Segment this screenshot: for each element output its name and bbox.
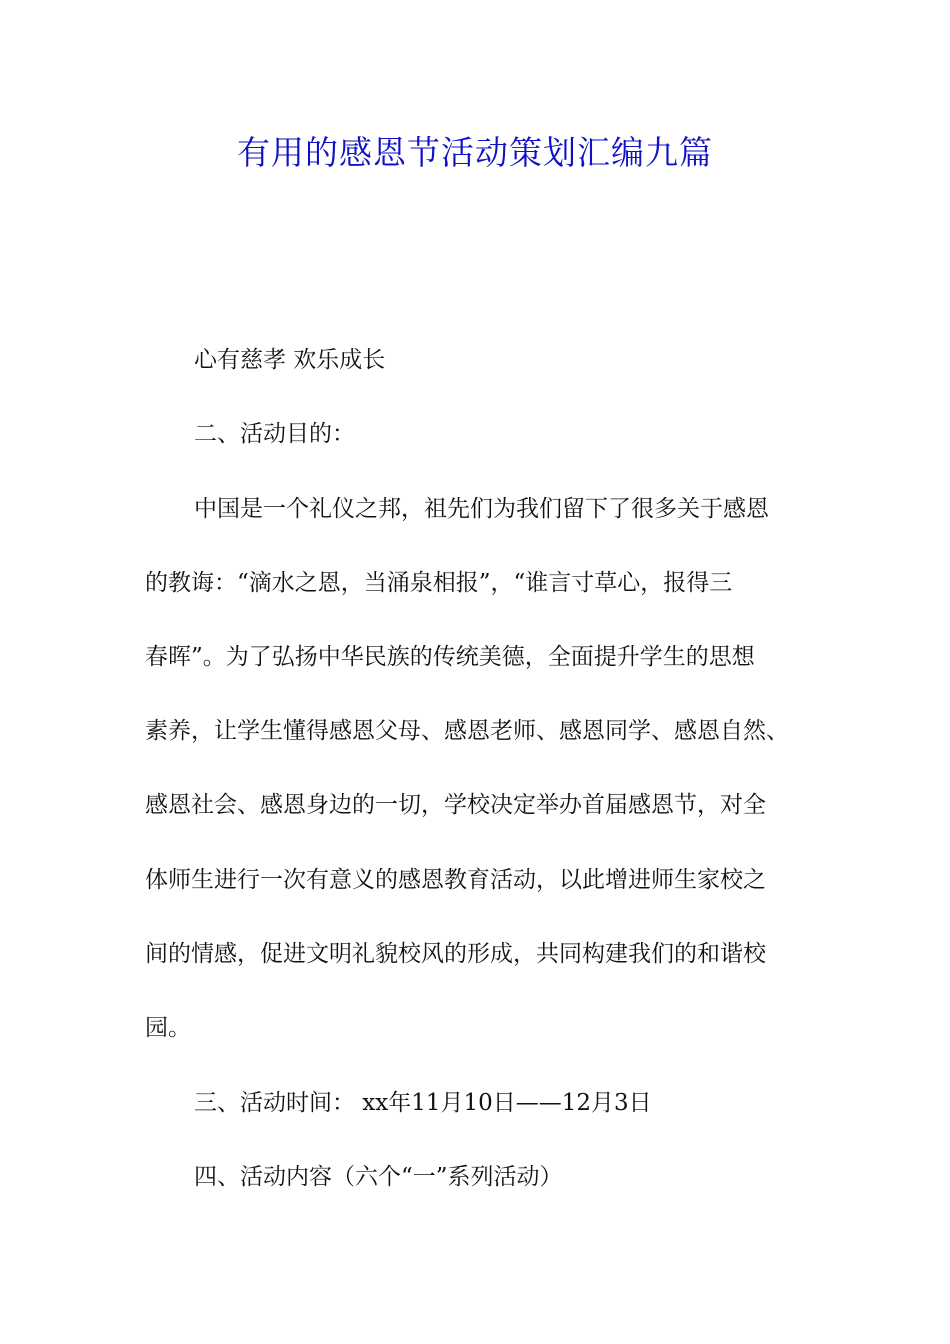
section-heading-content: 四、活动内容（六个“一”系列活动） [194,1164,563,1190]
purpose-paragraph-line: 素养，让学生懂得感恩父母、感恩老师、感恩同学、感恩自然、 [145,718,789,744]
purpose-paragraph-line: 春晖”。为了弘扬中华民族的传统美德，全面提升学生的思想 [145,644,755,670]
purpose-paragraph-line: 体师生进行一次有意义的感恩教育活动，以此增进师生家校之 [145,867,766,893]
purpose-paragraph-line: 中国是一个礼仪之邦，祖先们为我们留下了很多关于感恩 [194,496,769,522]
purpose-paragraph-line: 间的情感，促进文明礼貌校风的形成，共同构建我们的和谐校 [145,941,766,967]
section-activity-time: 三、活动时间： xx年11月10日——12月3日 [194,1090,652,1116]
theme-line: 心有慈孝 欢乐成长 [194,347,386,373]
section-heading-purpose: 二、活动目的： [194,421,355,447]
document-title: 有用的感恩节活动策划汇编九篇 [237,133,713,172]
purpose-paragraph-line: 感恩社会、感恩身边的一切，学校决定举办首届感恩节，对全 [145,792,766,818]
purpose-paragraph-line: 的教诲：“滴水之恩，当涌泉相报”，“谁言寸草心，报得三 [145,570,733,596]
purpose-paragraph-line: 园。 [145,1015,191,1041]
